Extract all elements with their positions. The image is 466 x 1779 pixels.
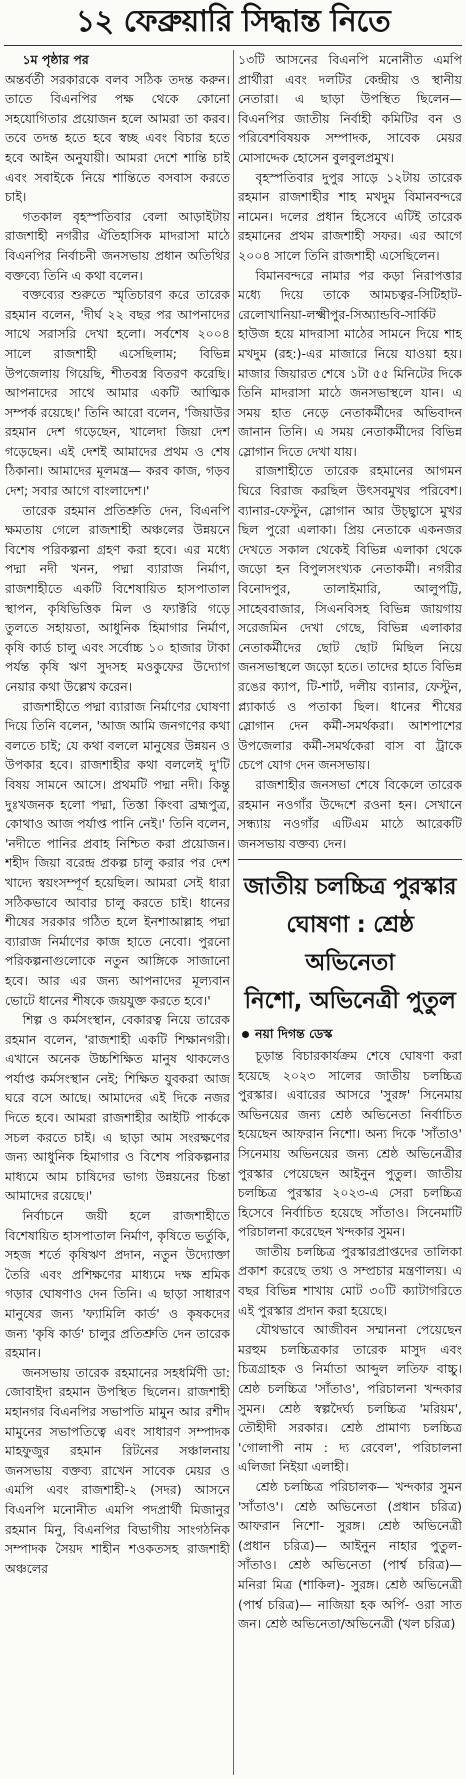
continued-from-label: ১ম পৃষ্ঠার পর (22, 52, 89, 67)
byline (238, 1024, 462, 1044)
headline-rule (4, 45, 462, 46)
article-paragraph: বিমানবন্দরে নামার পর কড়া নিরাপত্তার মধ্যে দিয়ে তাকে আমচত্বর-সিটিহাট-রেলোখানিয়া-লক্ষ্মীপুর-সিঅ্যান্ডবি-সার্কিট হাউজ হয়ে মাদরাসা মাঠের সামনে দিয়ে শাহ মখদুম (রহ:)-এর মাজারে নিয়ে যাওয়া হয়। মাজার জিয়ারত শেষে ১টা ৫৫ মিনিটের দিকে তিনি মাদরাসা মাঠে জনসভাস্থলে যান। এ সময় হাত নেড়ে নেতাকর্মীদের অভিবাদন জানান তিনি। এ সময় নেতাকর্মীদের বিভিন্ন স্লোগান দিতে দেখা যায়। (238, 267, 462, 459)
article-paragraph: শিল্প ও কর্মসংস্থান, বেকারত্ব নিয়ে তারেক রহমান বলেন, 'রাজশাহী একটি শিক্ষানগরী। এখানে অনেক উচ্চশিক্ষিত মানুষ থাকলেও পর্যাপ্ত কর্মসংস্থান নেই; শিক্ষিত যুবকরা আজ ঘরে বসে আছে। আমাদের এই দিকে নজর দিতে হবে। আমরা রাজশাহীর আইটি পার্ককে সচল করতে চাই। এ ছাড়া আম সংরক্ষণের জন্য আধুনিক হিমাগার ও বিশেষ পরিকল্পনার মাধ্যমে আম চাষিদের ভাগ্য উন্নয়নের চিন্তা আমাদের রয়েছে।' (5, 1012, 230, 1204)
article-paragraph: বৃহস্পতিবার দুপুর সাড়ে ১২টায় তারেক রহমান রাজশাহীর শাহ মখদুম বিমানবন্দরে নামেন। দলের প্রধান হিসেবে এটিই তারেক রহমানের প্রথম রাজশাহী সফর। এর আগে ২০০৪ সালে তিনি রাজশাহী এসেছিলেন। (238, 169, 462, 263)
film-awards-headline-line: জাতীয় চলচ্চিত্র পুরস্কার (243, 874, 457, 901)
film-awards-article (238, 868, 462, 1633)
article-paragraph: চূড়ান্ত বিচারকার্যক্রম শেষে ঘোষণা করা হয়েছে ২০২৩ সালের জাতীয় চলচ্চিত্র পুরস্কার। এবারের আসরে 'সুরঙ্গ' সিনেমায় অভিনয়ের জন্য শ্রেষ্ঠ অভিনেতা নির্বাচিত হয়েছেন আফরান নিশো। অন্য দিকে 'সাঁতাও' সিনেমায় অভিনয়ের জন্য শ্রেষ্ঠ অভিনেত্রীর পুরস্কার পেয়েছেন আইনুন পুতুল। জাতীয় চলচ্চিত্র পুরস্কার ২০২৩-এ সেরা চলচ্চিত্র হিসেবে নির্বাচিত হয়েছে সাঁতাও। সিনেমাটি পরিচালনা করেছেন খন্দকার সুমন। (238, 1047, 462, 1240)
article-paragraph: রাজশাহীতে তারেক রহমানের আগমন ঘিরে বিরাজ করছিল উৎসবমুখর পরিবেশ। ব্যানার-ফেস্টুন, স্লোগান আর উচ্ছ্বাসে মুখর ছিল পুরো এলাকা। প্রিয় নেতাকে একনজর দেখতে সকাল থেকেই বিভিন্ন এলাকা থেকে জড়ো হন বিপুলসংখ্যক নেতাকর্মী। নগরীর বিনোদপুর, তালাইমারি, আলুপট্টি, সাহেববাজার, সিএনবিসহ বিভিন্ন জায়গায় সরেজমিন দেখা গেছে, বিভিন্ন এলাকার নেতাকর্মীদের ছোট ছোট মিছিল নিয়ে জনসভাস্থলে জড়ো হতে। তাদের হাতে বিভিন্ন রঙের ক্যাপ, টি-শার্ট, দলীয় ব্যানার, ফেস্টুন, প্ল্যাকার্ড ও পতাকা ছিল। ধানের শীষের স্লোগান দেন কর্মী-সমর্থকরা। আশপাশের উপজেলার কর্মী-সমর্থকেরা বাস বা ট্রাকে চেপে যোগ দেন জনসভায়। (238, 463, 462, 773)
article-separator (238, 859, 462, 860)
article-paragraph: শ্রেষ্ঠ চলচ্চিত্র পরিচালক— খন্দকার সুমন 'সাঁতাও'। শ্রেষ্ঠ অভিনেতা (প্রধান চরিত্র) আফরান নিশো- সুরঙ্গ। শ্রেষ্ঠ অভিনেত্রী (প্রধান চরিত্র)— আইনুন নাহার পুতুল- সাঁতাও। শ্রেষ্ঠ অভিনেতা (পার্শ্ব চরিত্র)— মনিরা মিত্র (শাকিল)- সুরঙ্গ। শ্রেষ্ঠ অভিনেত্রী (পার্শ্ব চরিত্র)— নাজিয়া হক অর্পি- ওরা সাত জন। শ্রেষ্ঠ অভিনেতা/অভিনেত্রী (খল চরিত্র) (238, 1479, 462, 1632)
article-paragraph: বক্তব্যের শুরুতে স্মৃতিচারণ করে তারেক রহমান বলেন, 'দীর্ঘ ২২ বছর পর আপনাদের সাথে সরাসরি দেখা হলো। সর্বশেষ ২০০৪ সালে রাজশাহী এসেছিলাম; বিভিন্ন উপজেলায় গিয়েছি, শীতবস্ত্র বিতরণ করেছি। আপনাদের সাথে আমার একটি আত্মিক সম্পর্ক রয়েছে।' তিনি আরো বলেন, 'জিয়াউর রহমান দেশ গড়েছেন, খালেদা জিয়া দেশ গড়েছেন। এই দেশই আমাদের প্রথম ও শেষ ঠিকানা। আমাদের মূলমন্ত্র— করব কাজ, গড়ব দেশ; সবার আগে বাংলাদেশ।' (5, 287, 230, 499)
article-paragraph: অন্তর্বর্তী সরকারকে বলব সঠিক তদন্ত করুন। তাতে বিএনপির পক্ষ থেকে কোনো সহযোগিতার প্রয়োজন হলে আমরা তা করব। তবে তদন্ত হতে হবে স্বচ্ছ এবং বিচার হতে হবে আইন অনুযায়ী। আমরা দেশে শান্তি চাই এবং সবাইকে নিয়ে শান্তিতে বসবাস করতে চাই। (5, 71, 230, 205)
article-paragraph: তারেক রহমান প্রতিশ্রুতি দেন, বিএনপি ক্ষমতায় গেলে রাজশাহী অঞ্চলের উন্নয়নে বিশেষ পরিকল্পনা গ্রহণ করা হবে। এর মধ্যে পদ্মা নদী খনন, পদ্মা ব্যারাজ নির্মাণ, রাজশাহীতে একটি বিশেষায়িত হাসপাতাল স্থাপন, কৃষিভিত্তিক মিল ও ফ্যাক্টরি গড়ে তুলতে সহায়তা, আধুনিক হিমাগার নির্মাণ, কৃষি কার্ড চালু এবং সর্বোচ্চ ১০ হাজার টাকা পর্যন্ত কৃষি ঋণ সুদসহ মওকুফের উদ্যোগ নেয়ার কথা উল্লেখ করেন। (5, 502, 230, 694)
article-paragraph: জনসভায় তারেক রহমানের সহধর্মিণী ডা: জোবাইদা রহমান উপস্থিত ছিলেন। রাজশাহী মহানগর বিএনপির সভাপতি মামুন আর রশীদ মামুনের সভাপতিত্বে এবং সাধারণ সম্পাদক মাহফুজুর রহমান রিটনের সঞ্চালনায় জনসভায় বক্তব্য রাখেন সাবেক মেয়র ও এমপি এবং রাজশাহী-২ (সদর) আসনে বিএনপি মনোনীত এমপি পদপ্রার্থী মিজানুর রহমান মিনু, বিএনপির বিভাগীয় সাংগঠনিক সম্পাদক সৈয়দ শাহীন শওকতসহ রাজশাহী অঞ্চলের (5, 1364, 230, 1576)
left-column (5, 50, 230, 1775)
article-paragraph: নির্বাচনে জয়ী হলে রাজশাহীতে বিশেষায়িত হাসপাতাল নির্মাণ, কৃষিতে ভর্তুকি, সহজ শর্তে কৃষিঋণ প্রদান, নতুন উদ্যোক্তা তৈরি এবং প্রশিক্ষণের মাধ্যমে দক্ষ শ্রমিক গড়ার ঘোষণাও দেন তিনি। এ ছাড়া সাধারণ মানুষের জন্য 'ফ্যামিলি কার্ড' ও কৃষকদের জন্য 'কৃষি কার্ড' চালুর প্রতিশ্রুতি দেন তারেক রহমান। (5, 1208, 230, 1361)
article-paragraph: যৌথভাবে আজীবন সম্মাননা পেয়েছেন মরহুম চলচ্চিত্রকার তারেক মাসুদ এবং চিত্রগ্রাহক ও নির্মাতা আব্দুল লতিফ বাচ্চু। শ্রেষ্ঠ চলচ্চিত্র 'সাঁতাও', পরিচালনা খন্দকার সুমন। শ্রেষ্ঠ স্বল্পদৈর্ঘ্য চলচ্চিত্র 'মরিয়ম', তৌহীদী সরকার। শ্রেষ্ঠ প্রামাণ্য চলচ্চিত্র 'গোলাপী নাম : দ্য রেবেল', পরিচালনা এলিজা নিইয়া এলাহী। (238, 1322, 462, 1475)
byline-text: নয়া দিগন্ত ডেস্ক (255, 1026, 333, 1042)
right-column (238, 50, 462, 1775)
main-headline: ১২ ফেব্রুয়ারি সিদ্ধান্ত নিতে (75, 4, 391, 39)
article-paragraph: রাজশাহীর জনসভা শেষে বিকেলে তারেক রহমান নওগাঁর উদ্দেশে রওনা হন। সেখানে সন্ধ্যায় নওগাঁর এটিএম মাঠে আরেকটি জনসভায় বক্তব্য দেন। (238, 776, 462, 851)
film-awards-headline-line: ঘোষণা : শ্রেষ্ঠ অভিনেতা (286, 912, 414, 977)
article-paragraph: গতকাল বৃহস্পতিবার বেলা আড়াইটায় রাজশাহী নগরীর ঐতিহাসিক মাদরাসা মাঠে বিএনপির নির্বাচনী জনসভায় প্রধান অতিথির বক্তব্যে তিনি এ কথা বলেন। (5, 208, 230, 283)
article-paragraph: ১৩টি আসনের বিএনপি মনোনীত এমপি প্রার্থীরা এবং দলটির কেন্দ্রীয় ও স্থানীয় নেতারা। এ ছাড়া উপস্থিত ছিলেন— বিএনপির জাতীয় নির্বাহী কমিটির বন ও পরিবেশবিষয়ক সম্পাদক, সাবেক মেয়র মোসাদ্দেক হোসেন বুলবুলপ্রমুখ। (238, 52, 462, 165)
column-divider (233, 50, 234, 1775)
bullet-icon (242, 1031, 249, 1038)
article-paragraph: রাজশাহীতে পদ্মা ব্যারাজ নির্মাণের ঘোষণা দিয়ে তিনি বলেন, 'আজ আমি জনগণের কথা বলতে চাই; যে কথা বললে মানুষের উন্নয়ন ও উপকার হবে। রাজশাহীর কথা বললেই দু'টি বিষয় সামনে আসে। প্রথমটি পদ্মা নদী। কিন্তু দুঃখজনক হলো পদ্মা, তিস্তা কিংবা ব্রহ্মপুত্র, কোথাও আজ পর্যাপ্ত পানি নেই।' তিনি বলেন, 'নদীতে পানির প্রবাহ নিশ্চিত করা প্রয়োজন। শহীদ জিয়া বরেন্দ্র প্রকল্প চালু করার পর দেশ খাদ্যে স্বয়ংসম্পূর্ণ হয়েছিল। আমরা সেই ধারা সঠিকভাবে আবার চালু করতে চাই। ধানের শীষের সরকার গঠিত হলে ইনশাআল্লাহ পদ্মা ব্যারাজ নির্মাণের কাজ হাতে নেবো। পুরনো পরিকল্পনাগুলোকে নতুন আঙ্গিকে সাজানো হবে। আর এর জন্য আপনাদের মূল্যবান ভোটে ধানের শীষকে জয়যুক্ত করতে হবে।' (5, 698, 230, 1008)
film-awards-headline (238, 868, 462, 1020)
film-awards-headline-line: নিশো, অভিনেত্রী পুতুল (244, 988, 456, 1015)
article-paragraph: জাতীয় চলচ্চিত্র পুরস্কারপ্রাপ্তদের তালিকা প্রকাশ করেছে তথ্য ও সম্প্রচার মন্ত্রণালয়। এ বছর বিভিন্ন শাখায় মোট ৩০টি ক্যাটাগরিতে এই পুরস্কার প্রদান করা হয়েছে। (238, 1243, 462, 1318)
